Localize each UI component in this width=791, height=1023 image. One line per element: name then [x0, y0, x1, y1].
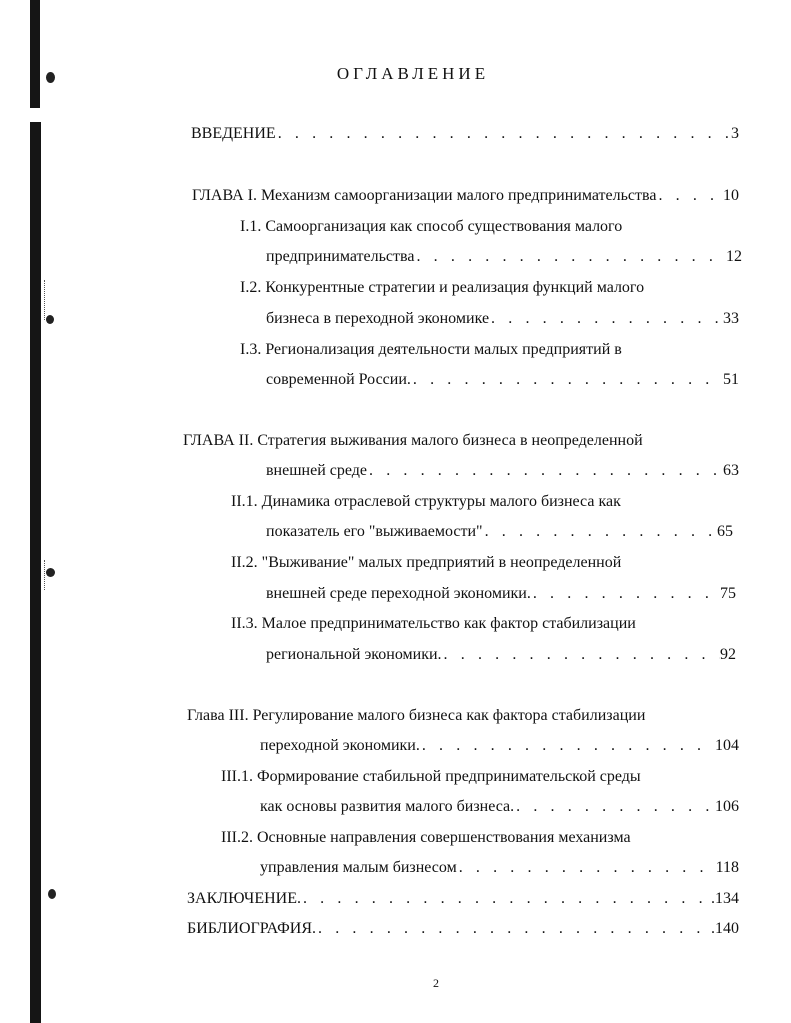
toc-entry-text: БИБЛИОГРАФИЯ.: [187, 920, 317, 937]
toc-entry-chapter-3: [187, 706, 645, 726]
toc-entry-section-1-3: [240, 340, 622, 360]
leader-dots: [514, 797, 715, 817]
toc-entry-section-3-2-cont: [260, 858, 739, 878]
toc-entry-page: 118: [715, 859, 739, 876]
toc-entry-section-2-2-cont: [266, 584, 736, 604]
toc-entry-text: II.1. Динамика отраслевой структуры малого бизнеса как: [231, 493, 621, 510]
toc-entry-text: I.3. Регионализация деятельности малых предприятий в: [240, 341, 622, 358]
toc-entry-page: .134: [711, 890, 739, 907]
toc-entry-page: 104: [715, 737, 739, 754]
toc-entry-text: внешней среде переходной экономики.: [266, 585, 531, 602]
leader-dots: [442, 645, 720, 665]
toc-entry-text: III.2. Основные направления совершенствования механизма: [221, 829, 631, 846]
toc-entry-conclusion: [187, 889, 739, 909]
leader-dots: [489, 309, 723, 329]
toc-entry-text: управления малым бизнесом: [260, 859, 457, 876]
toc-entry-text: как основы развития малого бизнеса.: [260, 798, 515, 815]
toc-entry-page: 12: [726, 248, 742, 265]
toc-entry-section-2-3-cont: [266, 645, 736, 665]
toc-entry-introduction: [191, 124, 739, 144]
scan-binding-edge-lower: [33, 120, 41, 1023]
toc-entry-page: 10: [723, 187, 739, 204]
toc-entry-chapter-3-cont: [260, 736, 739, 756]
toc-entry-page: 75: [720, 585, 736, 602]
leader-dots: [276, 124, 731, 144]
leader-dots: [531, 584, 720, 604]
leader-dots: [414, 247, 726, 267]
leader-dots: [483, 522, 717, 542]
leader-dots: [420, 736, 715, 756]
leader-dots: [367, 461, 723, 481]
toc-entry-text: показатель его "выживаемости": [266, 523, 483, 540]
toc-entry-text: бизнеса в переходной экономике: [266, 310, 490, 327]
toc-entry-text: III.1. Формирование стабильной предпринимательской среды: [221, 768, 641, 785]
toc-entry-section-1-2-cont: [266, 309, 739, 329]
toc-entry-page: .140: [711, 920, 739, 937]
toc-entry-page: 51: [723, 371, 739, 388]
toc-entry-section-2-3: [231, 614, 636, 634]
leader-dots: [301, 889, 711, 909]
scan-speck: [48, 889, 56, 899]
toc-entry-text: ВВЕДЕНИЕ: [191, 125, 276, 142]
toc-entry-text: I.1. Самоорганизация как способ существования малого: [240, 218, 623, 235]
toc-entry-page: 3: [731, 125, 739, 142]
page-number: 2: [433, 976, 439, 990]
leader-dots: [656, 186, 723, 206]
scan-edge-gap: [30, 108, 42, 122]
toc-entry-text: Глава III. Регулирование малого бизнеса как фактора стабилизации: [187, 707, 646, 724]
toc-entry-text: I.2. Конкурентные стратегии и реализация функций малого: [240, 279, 645, 296]
toc-entry-section-2-1: [231, 492, 621, 512]
toc-entry-page: 106: [715, 798, 739, 815]
toc-entry-section-1-1: [240, 217, 622, 237]
toc-entry-chapter-1: [192, 186, 739, 206]
scan-noise: [44, 560, 57, 590]
leader-dots: [316, 919, 711, 939]
toc-entry-section-3-1-cont: [260, 797, 739, 817]
toc-entry-text: современной России.: [266, 371, 411, 388]
toc-entry-text: II.2. "Выживание" малых предприятий в неопределенной: [231, 554, 622, 571]
toc-entry-section-1-2: [240, 278, 644, 298]
toc-entry-text: переходной экономики.: [260, 737, 420, 754]
toc-entry-page: 92: [720, 646, 736, 663]
toc-entry-section-2-2: [231, 553, 621, 573]
toc-entry-text: региональной экономики.: [266, 646, 442, 663]
toc-entry-section-1-1-cont: [266, 247, 742, 267]
toc-entry-bibliography: [187, 919, 739, 939]
toc-entry-page: 63: [723, 462, 739, 479]
toc-entry-text: II.3. Малое предпринимательство как фактор стабилизации: [231, 615, 636, 632]
toc-entry-section-2-1-cont: [266, 522, 733, 542]
toc-entry-chapter-2-cont: [266, 461, 739, 481]
leader-dots: [411, 370, 723, 390]
toc-entry-section-3-1: [221, 767, 641, 787]
toc-entry-text: ЗАКЛЮЧЕНИЕ.: [187, 890, 301, 907]
toc-entry-text: ГЛАВА II. Стратегия выживания малого бизнеса в неопределенной: [183, 432, 643, 449]
page-title: ОГЛАВЛЕНИЕ: [336, 64, 490, 83]
toc-entry-page: 65: [717, 523, 733, 540]
toc-entry-chapter-2: [183, 431, 643, 451]
toc-entry-section-1-3-cont: [266, 370, 739, 390]
toc-entry-text: ГЛАВА I. Механизм самоорганизации малого предпринимательства: [192, 187, 657, 204]
leader-dots: [457, 858, 716, 878]
scan-noise: [44, 280, 57, 320]
toc-entry-text: внешней среде: [266, 462, 367, 479]
toc-entry-text: предпринимательства: [266, 248, 415, 265]
toc-entry-section-3-2: [221, 828, 631, 848]
toc-entry-page: 33: [723, 310, 739, 327]
